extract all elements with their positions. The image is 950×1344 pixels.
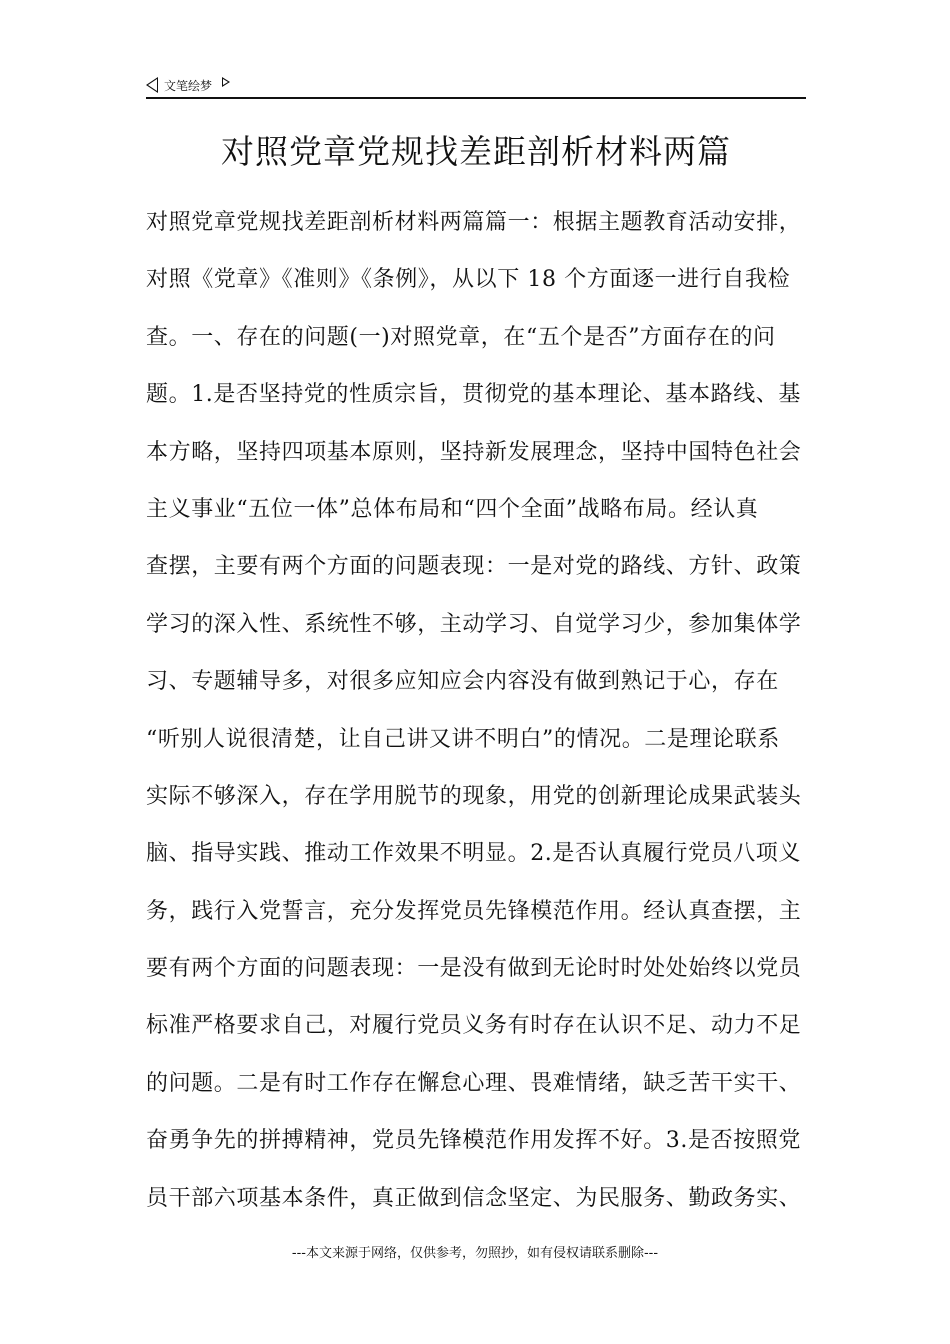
body-line: 查。一、存在的问题(一)对照党章，在“五个是否”方面存在的问 [146,324,776,350]
body-line: 查摆，主要有两个方面的问题表现：一是对党的路线、方针、政策 [146,554,802,580]
body-line: 实际不够深入，存在学用脱节的现象，用党的创新理论成果武装头 [146,783,802,809]
body-line: 的问题。二是有时工作存在懈怠心理、畏难情绪，缺乏苦干实干、 [146,1070,802,1096]
triangle-right-icon [222,77,230,87]
body-line: “听别人说很清楚，让自己讲又讲不明白”的情况。二是理论联系 [146,726,780,752]
brand-name: 文笔绘梦 [164,78,213,93]
triangle-left-icon [146,77,158,93]
body-line: 学习的深入性、系统性不够，主动学习、自觉学习少，参加集体学 [146,611,802,637]
body-line: 本方略，坚持四项基本原则，坚持新发展理念，坚持中国特色社会 [146,439,802,465]
body-line: 奋勇争先的拼搏精神，党员先锋模范作用发挥不好。3.是否按照党 [146,1128,801,1154]
body-line: 习、专题辅导多，对很多应知应会内容没有做到熟记于心，存在 [146,669,779,695]
footer-disclaimer: ---本文来源于网络，仅供参考，勿照抄，如有侵权请联系删除--- [291,1246,659,1261]
page-header [146,72,806,98]
document-body [146,200,826,1233]
body-line: 要有两个方面的问题表现：一是没有做到无论时时处处始终以党员 [146,956,802,982]
body-line: 题。1.是否坚持党的性质宗旨，贯彻党的基本理论、基本路线、基 [146,382,801,408]
body-line: 对照党章党规找差距剖析材料两篇篇一：根据主题教育活动安排， [146,210,802,235]
header-rule [146,97,806,99]
body-line: 员干部六项基本条件，真正做到信念坚定、为民服务、勤政务实、 [146,1185,802,1211]
body-line: 标准严格要求自己，对履行党员义务有时存在认识不足、动力不足 [146,1013,802,1039]
document-title: 对照党章党规找差距剖析材料两篇 [221,132,731,171]
body-line: 对照《党章》《准则》《条例》，从以下 18 个方面逐一进行自我检 [146,267,791,293]
body-line: 脑、指导实践、推动工作效果不明显。2.是否认真履行党员八项义 [146,841,801,867]
body-line: 务，践行入党誓言，充分发挥党员先锋模范作用。经认真查摆，主 [146,898,802,924]
body-line: 主义事业“五位一体”总体布局和“四个全面”战略布局。经认真 [146,496,759,522]
